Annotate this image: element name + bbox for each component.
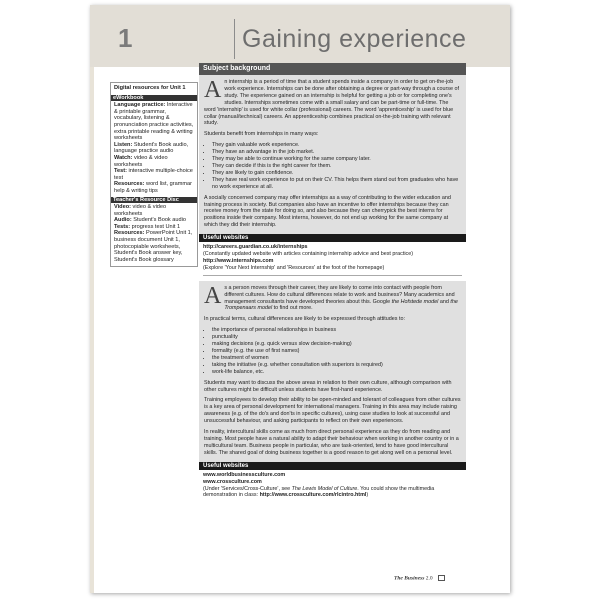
subject-background-header: Subject background — [199, 63, 466, 75]
website-note: (Under 'Services/Cross-Culture', see The Lewis Model of Culture. You could show the multimedia demonstration in class: http://www.crossculture.com/rlcintro.html) — [203, 485, 435, 499]
teachers-resource-disc-label: Teacher's Resource Disc — [111, 197, 197, 204]
website-link[interactable]: www.crossculture.com — [203, 478, 262, 485]
digital-resources-heading: Digital resources for Unit 1 — [114, 85, 186, 91]
useful-websites-header: Useful websites — [199, 462, 466, 470]
list-item: • making decisions (e.g. quick versus slow decision-making) — [212, 341, 461, 348]
website-link[interactable]: http://careers.guardian.co.uk/internships — [203, 244, 308, 251]
paragraph: Students may want to discuss the above areas in relation to their own culture, although comparison with other cultures might be difficult unless students have first-hand experience. — [204, 379, 452, 393]
list-item: • They are likely to gain confidence. — [212, 170, 461, 177]
paragraph: A socially concerned company may offer internships as a way of contributing to the wider education and training process in society. But companies also have an incentive to offer internships because they can receive money from the state for doing so, and also because they can cherrypick the best interns for positions inside their company. Most interns, however, do not end up working for the same company at which they did their internship. — [204, 194, 451, 229]
list-item: • They can decide if this is the right career for them. — [212, 163, 461, 170]
list-item: • They have an advantage in the job market. — [212, 149, 461, 156]
page-footer — [394, 575, 445, 581]
digital-resources-box — [110, 82, 198, 267]
trd-item: Resources: PowerPoint Unit 1, business document Unit 1, photocopiable worksheets, Student's Book answer key, Student's Book glossary — [114, 230, 193, 263]
title-divider — [234, 19, 235, 59]
culture-background-box — [199, 281, 466, 462]
unit-number: 1 — [118, 23, 133, 53]
useful-websites-list — [199, 470, 466, 503]
website-note: (Explore 'Your Next Internship' and 'Resources' at the foot of the homepage) — [203, 264, 385, 271]
unit-title: Gaining experience — [242, 25, 467, 53]
useful-websites-list — [199, 242, 466, 281]
drop-cap: A — [204, 282, 222, 309]
paragraph: An internship is a period of time that a student spends inside a company in order to get on-the-job work experience. Internships can be done after obtaining a degree or part-way through a course of study. The experience gained on an internship is helpful for getting a job or for completing one's studies. Internships sometimes come with a small salary and can be part-time or full-time. The word 'internship' is used for white collar (professional) careers. The word 'apprenticeship' is used for blue collar (manual/technical) careers. An apprenticeship combines practical on-the-job training with relevant study. — [204, 77, 459, 127]
list-item: • the treatment of women — [212, 355, 461, 362]
list-item: • They have real work experience to put on their CV. This helps them stand out from graduates who have no work experience at all. — [212, 177, 461, 191]
useful-websites-header: Useful websites — [199, 234, 466, 242]
eworkbook-item: Watch: video & video worksheets — [114, 154, 168, 168]
website-link[interactable]: http://www.crossculture.com/rlcintro.html — [259, 492, 367, 499]
list-item: • They gain valuable work experience. — [212, 142, 461, 149]
eworkbook-item: Test: interactive multiple-choice test — [114, 168, 193, 181]
trd-item: Video: video & video worksheets — [114, 204, 167, 217]
footer-brand: The Business — [394, 575, 425, 582]
eworkbook-item: Resources: word list, grammar help & writing tips — [114, 181, 193, 194]
trd-item: Tests: progress test Unit 1 — [114, 223, 181, 230]
paragraph: In practical terms, cultural differences are likely to be expressed through attitudes to: — [204, 316, 405, 323]
footer-version: 2.0 — [425, 575, 433, 582]
divider — [203, 275, 462, 276]
paragraph: In reality, intercultural skills come as much from direct personal experience as they do from reading and training. Most people have a natural ability to adapt their behaviour when working in another country or in a multicultural team. Business people in particular, who are task-oriented, tend to have good intercultural skills. The shared goal of doing business together is a good reason to get along well on a personal level. — [204, 429, 459, 456]
list-item: • punctuality — [212, 334, 461, 341]
website-link[interactable]: www.worldbusinessculture.com — [203, 471, 286, 478]
paragraph: Training employees to develop their ability to be open-minded and tolerant of colleagues from other cultures is a key area of personal development for international managers. Training in this area may include raising awareness (e.g. of the do's and don'ts in specific cultures), using case studies to look at successful and unsuccessful behaviour, and asking participants to reflect on their own experiences. — [204, 397, 461, 425]
list-item: • formality (e.g. the use of first names) — [212, 348, 461, 355]
page-edge — [90, 5, 94, 593]
drop-cap: A — [204, 77, 222, 103]
website-link[interactable]: http://www.internships.com — [203, 257, 274, 264]
page-box-icon — [438, 575, 445, 581]
eworkbook-item: Listen: Student's Book audio, language practice audio — [114, 141, 189, 155]
attitudes-list — [204, 327, 461, 375]
list-item: • work-life balance, etc. — [212, 369, 461, 376]
trd-item: Audio: Student's Book audio — [114, 217, 186, 224]
website-note: (Constantly updated website with articles containing internship advice and best practice) — [203, 251, 414, 258]
main-column — [199, 63, 466, 502]
subject-background-box — [199, 75, 466, 234]
paragraph: Students benefit from internships in many ways: — [204, 131, 319, 138]
paragraph: As a person moves through their career, they are likely to come into contact with people from different cultures. How do cultural differences relate to work and business? Many academics and management consultants have developed theories about this. Google the Hofstede model and the Trompenaars model to find out more. — [204, 282, 458, 312]
eworkbook-item: Language practice: Interactive & printable grammar, vocabulary, listening & pronunciation practice activities, extra printable reading & writing worksheets — [114, 102, 194, 142]
list-item: • They may be able to continue working for the same company later. — [212, 156, 461, 163]
benefits-list — [204, 142, 461, 190]
list-item: • the importance of personal relationships in business — [212, 327, 461, 334]
eworkbook-label: eWorkbook — [111, 95, 197, 102]
list-item: • taking the initiative (e.g. whether consultation with superiors is required) — [212, 362, 461, 369]
